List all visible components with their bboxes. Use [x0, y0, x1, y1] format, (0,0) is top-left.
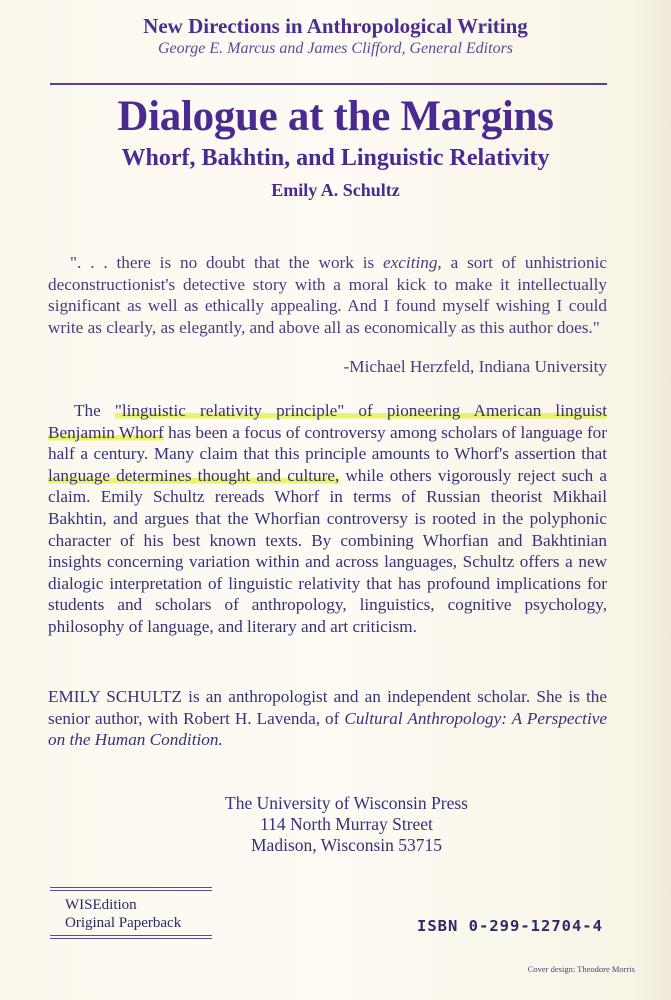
desc-segment-2: has been a focus of controversy among scholars of language for half a century. Many claim that this principle amounts to Whorf's assertion that	[48, 422, 607, 464]
author-bio	[48, 686, 607, 751]
desc-segment-1: The	[74, 401, 115, 420]
series-editors: George E. Marcus and James Clifford, General Editors	[157, 40, 514, 57]
publisher-name: The University of Wisconsin Press	[225, 793, 468, 813]
quote-text-1: ". . . there is no doubt that the work is	[70, 253, 384, 272]
publisher-city: Madison, Wisconsin 53715	[251, 835, 442, 855]
cover-credit: Cover design: Theodore Morris	[527, 964, 635, 974]
edition-rule-bottom-1	[50, 935, 212, 936]
desc-segment-3: while others vigorously reject such a claim. Emily Schultz rereads Whorf in terms of Russian theorist Mikhail Bakhtin, and argues that the Whorfian controversy is rooted in the polyphonic character of his best known texts. By combining Whorfian and Bakhtinian insights concerning variation within and across languages, Schultz offers a new dialogic interpretation of linguistic relativity that has profound implications for students and scholars of anthropology, linguistics, cognitive psychology, philosophy of language, and literary and art criticism.	[48, 465, 608, 636]
book-author: Emily A. Schultz	[271, 180, 400, 200]
edition-line-2: Original Paperback	[65, 915, 182, 931]
quote-text-2: a sort of unhistrionic deconstructionist's detective story with a moral kick to make it intellectually significant as well as ethically appealing. And I found myself wishing I could write as clearly, as elegantly, and above all as economically as this author does."	[48, 253, 607, 337]
bio-book-title: Cultural Anthropology: A Perspective on the Human Condition.	[48, 708, 607, 749]
series-title: New Directions in Anthropological Writing	[143, 14, 528, 38]
bio-text: EMILY SCHULTZ is an anthropologist and an independent scholar. She is the senior author, with Robert H. Lavenda, of	[48, 687, 607, 728]
edition-rule-bottom-2	[50, 938, 212, 939]
isbn: ISBN 0-299-12704-4	[417, 917, 603, 935]
quote-emphasis: exciting,	[383, 253, 442, 272]
highlighted-text-2: language determines thought and culture,	[48, 465, 340, 485]
publisher-street: 114 North Murray Street	[260, 814, 433, 834]
blurb-attribution: -Michael Herzfeld, Indiana University	[343, 357, 607, 376]
edition-box	[50, 887, 212, 941]
edition-line-1: WISEdition	[65, 897, 137, 913]
book-title: Dialogue at the Margins	[117, 93, 554, 140]
book-subtitle: Whorf, Bakhtin, and Linguistic Relativity	[121, 145, 550, 171]
edition-rule-top-1	[50, 887, 212, 888]
book-description	[48, 400, 607, 638]
publisher-address	[0, 793, 671, 856]
highlighted-text-1: "linguistic relativity principle" of pioneering American linguist Benjamin Whorf	[48, 401, 607, 442]
edition-rule-top-2	[50, 890, 212, 891]
top-divider	[50, 83, 607, 85]
edition-text	[50, 893, 212, 935]
blurb-quote	[48, 252, 607, 338]
